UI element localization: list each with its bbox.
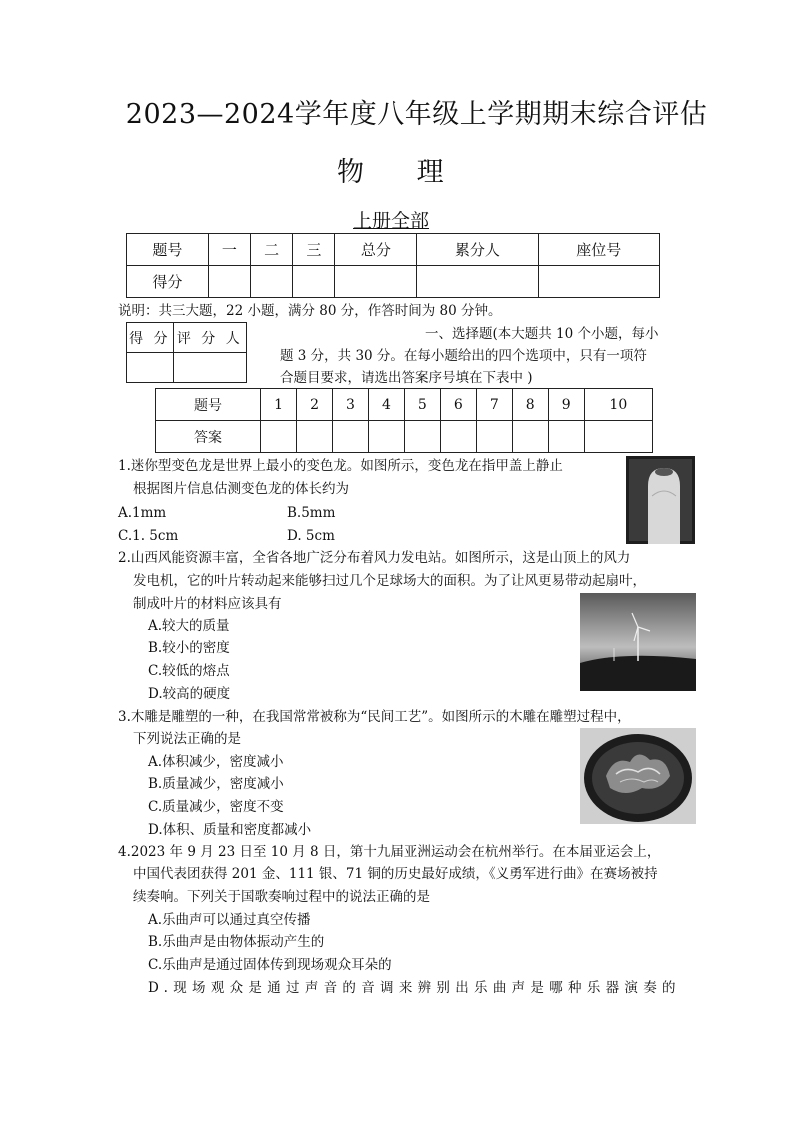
answer-number: 10	[584, 389, 652, 421]
score-header-cell: 总分	[335, 234, 417, 266]
grader-box	[126, 322, 247, 383]
answer-cell[interactable]	[584, 421, 652, 453]
answer-cell[interactable]	[512, 421, 548, 453]
score-header-cell: 累分人	[417, 234, 538, 266]
q3-stem-line2: 下列说法正确的是	[133, 731, 241, 747]
q1-option-d: D. 5cm	[287, 528, 335, 544]
exam-title: 2023—2024学年度八年级上学期期末综合评估	[125, 99, 708, 130]
q1-option-c: C.1. 5cm	[118, 528, 179, 544]
q3-option-c: C.质量减少，密度不变	[148, 799, 284, 815]
q2-option-d: D.较高的硬度	[148, 686, 231, 702]
answer-a-label: 答案	[156, 421, 261, 453]
q1-option-a: A.1mm	[118, 505, 167, 521]
subject-title: 物 理	[337, 157, 466, 188]
q2-stem-line1: 2.山西风能资源丰富，全省各地广泛分布着风力发电站。如图所示，这是山顶上的风力	[118, 550, 631, 566]
wood-carving-photo	[580, 728, 696, 824]
answer-number: 3	[333, 389, 369, 421]
q4-option-c: C.乐曲声是通过固体传到现场观众耳朵的	[148, 957, 392, 973]
answer-number: 6	[440, 389, 476, 421]
q3-option-d: D.体积、质量和密度都减小	[148, 822, 312, 838]
score-table	[126, 233, 660, 298]
score-header-cell: 题号	[127, 234, 209, 266]
score-cell[interactable]	[251, 266, 293, 298]
q1-stem-line2: 根据图片信息估测变色龙的体长约为	[133, 481, 349, 497]
answer-cell[interactable]	[261, 421, 297, 453]
score-row-label: 得分	[127, 266, 209, 298]
answer-cell[interactable]	[440, 421, 476, 453]
q2-stem-line3: 制成叶片的材料应该具有	[133, 596, 282, 612]
q4-option-a: A.乐曲声可以通过真空传播	[148, 912, 311, 928]
answer-cell[interactable]	[297, 421, 333, 453]
answer-number: 8	[512, 389, 548, 421]
score-cell[interactable]	[293, 266, 335, 298]
answer-cell[interactable]	[548, 421, 584, 453]
score-cell[interactable]	[335, 266, 417, 298]
answer-cell[interactable]	[333, 421, 369, 453]
score-header-cell: 三	[293, 234, 335, 266]
wind-turbine-photo	[580, 593, 696, 691]
answer-cell[interactable]	[368, 421, 404, 453]
score-header-cell: 二	[251, 234, 293, 266]
q3-option-a: A.体积减少，密度减小	[148, 754, 284, 770]
q4-stem-line3: 续奏响。下列关于国歌奏响过程中的说法正确的是	[133, 889, 430, 905]
q1-option-b: B.5mm	[287, 505, 336, 521]
answer-table	[155, 388, 653, 453]
q3-stem-line1: 3.木雕是雕塑的一种，在我国常常被称为“民间工艺”。如图所示的木雕在雕塑过程中，	[118, 709, 631, 725]
exam-scope: 上册全部	[353, 210, 430, 232]
answer-cell[interactable]	[404, 421, 440, 453]
q2-stem-line2: 发电机，它的叶片转动起来能够扫过几个足球场大的面积。为了让风更易带动起扇叶，	[133, 573, 646, 589]
q2-option-b: B.较小的密度	[148, 640, 230, 656]
score-cell[interactable]	[417, 266, 538, 298]
answer-number: 2	[297, 389, 333, 421]
answer-q-label: 题号	[156, 389, 261, 421]
answer-cell[interactable]	[476, 421, 512, 453]
q4-option-d: D.现场观众是通过声音的音调来辨别出乐曲声是哪种乐器演奏的	[148, 980, 681, 996]
score-header-cell: 一	[208, 234, 250, 266]
grader-name-cell[interactable]	[173, 353, 246, 383]
answer-number: 4	[368, 389, 404, 421]
answer-number: 9	[548, 389, 584, 421]
chameleon-photo	[626, 456, 695, 544]
q4-stem-line1: 4.2023 年 9 月 23 日至 10 月 8 日，第十九届亚洲运动会在杭州举行。在本届亚运会上，	[118, 844, 661, 860]
section1-line1: 一、选择题(本大题共 10 个小题，每小	[425, 326, 659, 342]
score-cell[interactable]	[208, 266, 250, 298]
grader-score-label: 得 分	[127, 323, 174, 353]
q4-option-b: B.乐曲声是由物体振动产生的	[148, 934, 325, 950]
grader-score-cell[interactable]	[127, 353, 174, 383]
score-cell[interactable]	[538, 266, 659, 298]
score-header-cell: 座位号	[538, 234, 659, 266]
q4-stem-line2: 中国代表团获得 201 金、111 银、71 铜的历史最好成绩，《义勇军进行曲》在赛场被持	[133, 866, 658, 882]
answer-number: 5	[404, 389, 440, 421]
q3-option-b: B.质量减少，密度减小	[148, 776, 284, 792]
q2-option-c: C.较低的熔点	[148, 663, 230, 679]
answer-number: 7	[476, 389, 512, 421]
grader-name-label: 评 分 人	[173, 323, 246, 353]
section1-line3: 合题目要求，请选出答案序号填在下表中 )	[280, 370, 533, 386]
q2-option-a: A.较大的质量	[148, 618, 230, 634]
exam-note: 说明：共三大题，22 小题，满分 80 分，作答时间为 80 分钟。	[118, 303, 502, 319]
section1-line2: 题 3 分，共 30 分。在每小题给出的四个选项中，只有一项符	[280, 348, 647, 364]
answer-number: 1	[261, 389, 297, 421]
q1-stem-line1: 1.迷你型变色龙是世界上最小的变色龙。如图所示，变色龙在指甲盖上静止	[118, 458, 563, 474]
